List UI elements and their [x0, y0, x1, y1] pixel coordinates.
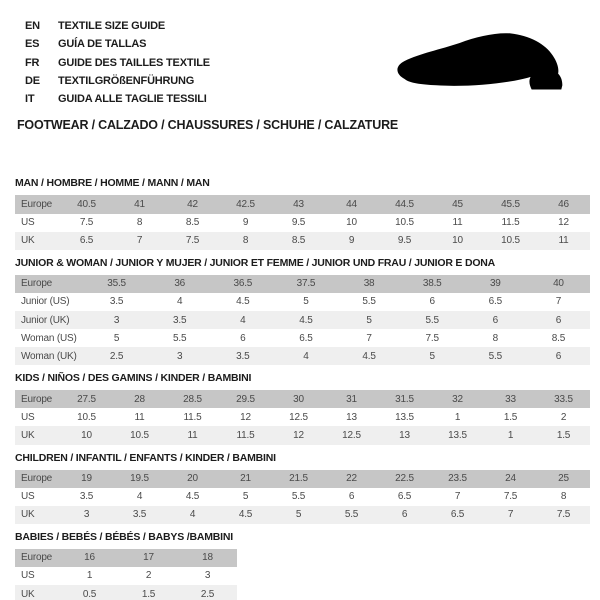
- size-value-cell: 10.5: [77, 411, 96, 423]
- size-value-cell: 39: [489, 278, 501, 290]
- size-value-cell: 8: [136, 217, 143, 229]
- size-value-cell: 4.5: [299, 314, 313, 326]
- size-value-cell: 3.5: [173, 314, 187, 326]
- size-value-cell: 36: [174, 278, 186, 290]
- size-value-cell: 5.5: [291, 491, 306, 503]
- size-value-cell: 11: [187, 429, 198, 441]
- size-value-cell: 23.5: [448, 473, 467, 485]
- table-row: [15, 567, 237, 585]
- size-value-cell: 45: [452, 199, 463, 211]
- size-value-cell: 3.5: [236, 350, 250, 362]
- size-value-cell: 13: [346, 411, 357, 423]
- table-row: [15, 347, 590, 365]
- size-value-cell: 40: [553, 278, 564, 290]
- table-row: [15, 488, 590, 506]
- language-code: FR: [25, 56, 40, 69]
- size-value-cell: 35.5: [107, 278, 126, 290]
- size-value-cell: 12.5: [342, 429, 361, 441]
- size-value-cell: 6.5: [397, 491, 412, 503]
- size-value-cell: 11.5: [501, 217, 520, 229]
- size-value-cell: 30: [293, 393, 304, 405]
- size-value-cell: 43: [293, 199, 304, 211]
- size-table: [15, 549, 237, 600]
- table-row: [15, 311, 590, 329]
- size-table: [15, 275, 590, 365]
- size-value-cell: 6.5: [488, 296, 502, 308]
- size-value-cell: 6: [555, 314, 562, 326]
- size-value-cell: 8.5: [291, 235, 306, 247]
- size-value-cell: 11.5: [183, 411, 202, 423]
- size-value-cell: 38: [363, 278, 375, 290]
- row-label: Junior (US): [21, 296, 70, 308]
- size-value-cell: 32: [452, 393, 463, 405]
- size-value-cell: 11: [452, 217, 463, 229]
- size-value-cell: 4: [177, 296, 183, 308]
- size-value-cell: 12.5: [289, 411, 308, 423]
- size-value-cell: 11: [134, 411, 145, 423]
- size-value-cell: 12: [558, 217, 569, 229]
- size-value-cell: 6: [240, 332, 246, 344]
- size-section-title: BABIES / BEBÉS / BÉBÉS / BABYS /BAMBINI: [15, 530, 233, 543]
- size-value-cell: 5.5: [344, 509, 359, 521]
- size-value-cell: 7.5: [503, 491, 518, 503]
- table-row: [15, 214, 590, 232]
- size-section-0: [15, 177, 600, 249]
- language-guide-title: GUÍA DE TALLAS: [58, 38, 147, 51]
- size-value-cell: 8: [492, 332, 498, 344]
- row-label: US: [21, 570, 35, 582]
- size-value-cell: 42: [187, 199, 198, 211]
- row-label: US: [21, 491, 35, 503]
- size-value-cell: 21.5: [289, 473, 308, 485]
- size-value-cell: 2.5: [109, 350, 124, 362]
- size-value-cell: 10: [452, 235, 463, 247]
- size-section-title: JUNIOR & WOMAN / JUNIOR Y MUJER / JUNIOR ET FEMME / JUNIOR UND FRAU / JUNIOR E DONA: [15, 256, 496, 269]
- table-row: [15, 585, 237, 600]
- size-value-cell: 6: [555, 350, 562, 362]
- size-value-cell: 8: [560, 491, 567, 503]
- table-row: [15, 329, 590, 347]
- size-table: [15, 390, 590, 444]
- size-value-cell: 45.5: [501, 199, 520, 211]
- size-value-cell: 2: [560, 411, 567, 423]
- row-label: Europe: [21, 552, 53, 564]
- size-value-cell: 37.5: [296, 278, 316, 290]
- size-table: [15, 470, 590, 524]
- language-code: EN: [25, 20, 40, 32]
- size-value-cell: 6.5: [450, 509, 465, 521]
- size-value-cell: 9: [348, 235, 355, 247]
- size-value-cell: 31: [346, 393, 357, 405]
- size-value-cell: 7: [454, 491, 461, 503]
- size-value-cell: 44: [346, 199, 357, 211]
- guide-header: [0, 0, 600, 132]
- size-value-cell: 4: [136, 491, 143, 503]
- size-value-cell: 7.5: [79, 217, 94, 229]
- language-code: IT: [25, 93, 35, 106]
- table-row: [15, 470, 590, 488]
- size-value-cell: 7.5: [556, 509, 571, 521]
- size-value-cell: 33: [505, 393, 516, 405]
- size-value-cell: 3: [204, 570, 211, 582]
- row-label: Europe: [21, 278, 53, 290]
- size-value-cell: 3: [177, 350, 183, 362]
- size-value-cell: 19: [81, 473, 92, 485]
- size-value-cell: 17: [143, 552, 154, 564]
- size-value-cell: 5.5: [488, 350, 502, 362]
- size-value-cell: 1.5: [503, 411, 518, 423]
- size-value-cell: 3.5: [79, 491, 94, 503]
- size-value-cell: 1.5: [556, 429, 571, 441]
- table-row: [15, 275, 590, 293]
- size-value-cell: 5.5: [362, 296, 376, 308]
- size-table: [15, 195, 590, 249]
- size-value-cell: 12: [240, 411, 251, 423]
- size-value-cell: 7.5: [425, 332, 439, 344]
- size-value-cell: 1: [86, 570, 93, 582]
- row-label: Europe: [21, 473, 53, 485]
- size-value-cell: 31.5: [395, 393, 414, 405]
- size-value-cell: 8: [242, 235, 249, 247]
- size-value-cell: 10: [346, 217, 357, 229]
- table-row: [15, 390, 590, 408]
- size-value-cell: 10.5: [395, 217, 414, 229]
- row-label: UK: [21, 429, 35, 441]
- size-value-cell: 4: [240, 314, 246, 326]
- size-value-cell: 10.5: [130, 429, 149, 441]
- row-label: US: [21, 411, 35, 423]
- size-value-cell: 6: [429, 296, 435, 308]
- size-value-cell: 1: [507, 429, 514, 441]
- size-value-cell: 36.5: [233, 278, 253, 290]
- size-value-cell: 44.5: [395, 199, 414, 211]
- size-value-cell: 3: [83, 509, 90, 521]
- size-value-cell: 9.5: [397, 235, 412, 247]
- row-label: UK: [21, 588, 35, 600]
- size-value-cell: 5: [295, 509, 302, 521]
- size-value-cell: 6: [401, 509, 408, 521]
- size-value-cell: 8.5: [551, 332, 566, 344]
- size-value-cell: 13.5: [395, 411, 414, 423]
- size-value-cell: 4.5: [362, 350, 376, 362]
- size-value-cell: 25: [558, 473, 569, 485]
- size-value-cell: 6: [492, 314, 498, 326]
- size-value-cell: 3: [113, 314, 120, 326]
- size-value-cell: 20: [187, 473, 198, 485]
- size-value-cell: 2.5: [200, 588, 215, 600]
- shoe-icon: [394, 26, 574, 98]
- size-value-cell: 4.5: [236, 296, 250, 308]
- size-value-cell: 41: [134, 199, 145, 211]
- size-value-cell: 33.5: [554, 393, 573, 405]
- size-value-cell: 4: [189, 509, 196, 521]
- size-value-cell: 4: [303, 350, 309, 362]
- size-value-cell: 1.5: [141, 588, 156, 600]
- size-value-cell: 46: [558, 199, 569, 211]
- size-value-cell: 6: [348, 491, 355, 503]
- size-value-cell: 13: [399, 429, 410, 441]
- size-value-cell: 3.5: [132, 509, 147, 521]
- size-section-3: [15, 452, 600, 524]
- table-row: [15, 506, 590, 524]
- size-value-cell: 5: [366, 314, 372, 326]
- size-value-cell: 38.5: [422, 278, 442, 290]
- size-section-title: MAN / HOMBRE / HOMME / MANN / MAN: [15, 177, 210, 190]
- size-value-cell: 24: [505, 473, 516, 485]
- size-value-cell: 22: [346, 473, 357, 485]
- size-value-cell: 5: [113, 332, 120, 344]
- size-value-cell: 0.5: [82, 588, 97, 600]
- size-value-cell: 40.5: [77, 199, 96, 211]
- size-section-title: KIDS / NIÑOS / DES GAMINS / KINDER / BAMBINI: [15, 372, 252, 385]
- size-value-cell: 28: [134, 393, 145, 405]
- size-value-cell: 16: [84, 552, 95, 564]
- size-section-4: [15, 531, 600, 600]
- size-value-cell: 7: [136, 235, 143, 247]
- size-value-cell: 13.5: [448, 429, 467, 441]
- size-value-cell: 29.5: [236, 393, 255, 405]
- size-value-cell: 22.5: [395, 473, 414, 485]
- table-row: [15, 232, 590, 250]
- table-row: [15, 549, 237, 567]
- row-label: Europe: [21, 393, 53, 405]
- size-value-cell: 7: [366, 332, 372, 344]
- size-value-cell: 19.5: [130, 473, 149, 485]
- size-value-cell: 5: [242, 491, 249, 503]
- language-guide-title: TEXTILGRÖßENFÜHRUNG: [58, 74, 195, 87]
- row-label: Europe: [21, 199, 53, 211]
- size-value-cell: 5: [429, 350, 435, 362]
- row-label: Junior (UK): [21, 314, 70, 326]
- size-value-cell: 28.5: [183, 393, 202, 405]
- table-row: [15, 408, 590, 426]
- size-value-cell: 5: [303, 296, 309, 308]
- size-value-cell: 9.5: [291, 217, 306, 229]
- size-value-cell: 7: [555, 296, 562, 308]
- language-code: DE: [25, 74, 40, 87]
- table-row: [15, 293, 590, 311]
- size-value-cell: 8.5: [185, 217, 200, 229]
- size-value-cell: 27.5: [77, 393, 96, 405]
- size-value-cell: 11.5: [236, 429, 255, 441]
- size-section-title: CHILDREN / INFANTIL / ENFANTS / KINDER / BAMBINI: [15, 451, 276, 464]
- size-value-cell: 6.5: [299, 332, 313, 344]
- category-title: FOOTWEAR / CALZADO / CHAUSSURES / SCHUHE / CALZATURE: [17, 118, 399, 133]
- size-value-cell: 10: [81, 429, 92, 441]
- size-value-cell: 3.5: [109, 296, 124, 308]
- size-value-cell: 18: [202, 552, 213, 564]
- row-label: UK: [21, 235, 35, 247]
- size-value-cell: 42.5: [236, 199, 255, 211]
- size-value-cell: 7.5: [185, 235, 200, 247]
- language-guide-title: TEXTILE SIZE GUIDE: [58, 20, 166, 32]
- table-row: [15, 195, 590, 213]
- language-code: ES: [25, 38, 40, 51]
- size-value-cell: 6.5: [79, 235, 94, 247]
- size-value-cell: 5.5: [173, 332, 187, 344]
- size-value-cell: 5.5: [425, 314, 439, 326]
- size-section-2: [15, 372, 600, 444]
- size-value-cell: 2: [145, 570, 152, 582]
- row-label: Woman (UK): [21, 350, 77, 362]
- row-label: Woman (US): [21, 332, 77, 344]
- size-value-cell: 21: [240, 473, 251, 485]
- size-value-cell: 9: [242, 217, 249, 229]
- size-tables: [15, 177, 600, 600]
- language-guide-title: GUIDA ALLE TAGLIE TESSILI: [58, 93, 207, 106]
- language-guide-title: GUIDE DES TAILLES TEXTILE: [58, 56, 210, 69]
- size-value-cell: 4.5: [185, 491, 200, 503]
- size-section-1: [15, 257, 600, 365]
- size-value-cell: 4.5: [238, 509, 253, 521]
- table-row: [15, 426, 590, 444]
- row-label: UK: [21, 509, 35, 521]
- size-value-cell: 11: [558, 235, 569, 247]
- size-value-cell: 10.5: [501, 235, 520, 247]
- size-value-cell: 7: [507, 509, 514, 521]
- row-label: US: [21, 217, 35, 229]
- size-value-cell: 1: [454, 411, 461, 423]
- size-value-cell: 12: [293, 429, 304, 441]
